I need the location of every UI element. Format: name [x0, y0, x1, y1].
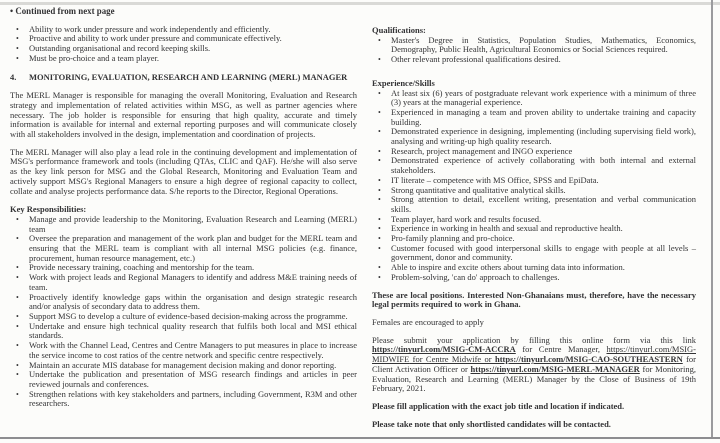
list-item: • Maintain an accurate MIS database for management decision making and donor reporting. — [10, 361, 357, 371]
section-title: MONITORING, EVALUATION, RESEARCH AND LEARNING (MERL) MANAGER — [29, 71, 348, 82]
application-instructions-paragraph — [372, 336, 696, 394]
list-item: • Support MSG to develop a culture of evidence-based decision-making across the programme. — [10, 312, 357, 322]
list-item: • Proactively identify knowledge gaps within the organisation and design strategic research and/or analysis of secondary data to address them. — [10, 293, 357, 312]
bottom-rule — [0, 437, 720, 439]
experience-skills-heading: Experience/Skills — [372, 77, 435, 88]
right-column-rule — [711, 0, 713, 439]
list-item: • Experienced in managing a team and proven ability to undertake training and capacity building. — [372, 108, 696, 127]
section-number: 4. — [10, 71, 17, 82]
list-item: • Strong quantitative and qualitative analytical skills. — [372, 186, 696, 196]
merl-role-paragraph: The MERL Manager will also play a lead role in the continuing development and implementation of MSG's performance framework and tools (including QTAs, CLIC and QAF). He/she will also serve as the key link person for MSG and the Global Research, Monitoring and Evaluation Team and actively support MSG's Regional Managers to ensure a high degree of regional capacity to collect, collate and analyse projects performance data. S/he reports to the Director, Regional Operations. — [10, 146, 357, 196]
list-item: • Undertake the publication and presentation of MSG research findings and articles in peer reviewed journals and conferences. — [10, 370, 357, 389]
intro-bullet-list — [10, 25, 357, 64]
list-item: • Experience in working in health and sexual and reproductive health. — [372, 224, 696, 234]
list-item: • Work with the Channel Lead, Centres and Centre Managers to put measures in place to increase the service income to cost ratios of the centre network and specific centre respectively. — [10, 341, 357, 360]
link-msig-cm-accra[interactable]: https://tinyurl.com/MSIG-CM-ACCRA — [372, 344, 516, 355]
list-item: • Pro-family planning and pro-choice. — [372, 234, 696, 244]
merl-intro-paragraph: The MERL Manager is responsible for managing the overall Monitoring, Evaluation and Research strategy and implementation of related activities within MSG, as well as partner agencies where necessary. The job holder is responsible for ensuring that high quality, accurate and timely information is available for internal and external reporting purposes and will communicate closely with all stakeholders involved in the design, implementation and coordination of projects. — [10, 90, 357, 140]
list-item: • Manage and provide leadership to the Monitoring, Evaluation Research and Learning (MERL) team — [10, 215, 357, 234]
link-msig-cao-southeastern[interactable]: https://tinyurl.com/MSIG-CAO-SOUTHEASTERN — [495, 354, 683, 365]
continued-note: • Continued from next page — [10, 7, 357, 17]
list-item: • Other relevant professional qualifications desired. — [372, 55, 696, 65]
list-item: • Able to inspire and excite others about turning data into information. — [372, 263, 696, 273]
shortlisted-candidates-note: Please take note that only shortlisted candidates will be contacted. — [372, 418, 611, 429]
qualifications-list — [372, 36, 696, 65]
list-item: • Ability to work under pressure and work independently and efficiently. — [10, 25, 357, 35]
local-positions-note: These are local positions. Interested Non-Ghanaians must, therefore, have the necessary legal permits required to work in Ghana. — [372, 289, 696, 310]
exact-job-title-note: Please fill application with the exact job title and location if indicated. — [372, 400, 625, 411]
list-item: • Undertake and ensure high technical quality research that fulfils both local and MSI ethical standards. — [10, 322, 357, 341]
list-item: • At least six (6) years of postgraduate relevant work experience with a minimum of three (3) years at the managerial experience. — [372, 89, 696, 108]
list-item: • Strong attention to detail, excellent writing, presentation and verbal communication skills. — [372, 195, 696, 214]
right-column — [372, 7, 696, 429]
section-heading-merl-manager — [10, 73, 357, 83]
list-item: • Research, project management and INGO experience — [372, 147, 696, 157]
list-item: • Proactive and ability to work under pressure and communicate effectively. — [10, 34, 357, 44]
list-item: • Customer focused with good interpersonal skills to engage with people at all levels – government, donor and community. — [372, 244, 696, 263]
link-msig-merl-manager[interactable]: https://tinyurl.com/MSIG-MERL-MANAGER — [470, 363, 640, 374]
experience-skills-list — [372, 89, 696, 283]
application-text: Please submit your application by filling this online form via this link — [372, 334, 696, 345]
application-text: for Monitoring, Evaluation, Research and Learning (MERL) Manager by the Close of Business of 19th February, 2021. — [372, 363, 696, 394]
key-responsibilities-heading: Key Responsibilities: — [10, 204, 87, 215]
left-column — [10, 7, 357, 429]
list-item: • Strengthen relations with key stakeholders and partners, including Government, R3M and other researchers. — [10, 390, 357, 409]
list-item: • Problem-solving, 'can do' approach to challenges. — [372, 273, 696, 283]
list-item: • Demonstrated experience in designing, implementing (including supervising field work), analysing and writing-up high quality research. — [372, 127, 696, 146]
list-item: • Must be pro-choice and a team player. — [10, 54, 357, 64]
application-text: for Client Activation Officer or — [372, 354, 696, 374]
females-encouraged-note: Females are encouraged to apply — [372, 316, 484, 327]
list-item: • Demonstrated experience of actively collaborating with both internal and external stakeholders. — [372, 156, 696, 175]
list-item: • IT literate – competence with MS Office, SPSS and EpiData. — [372, 176, 696, 186]
key-responsibilities-list — [10, 215, 357, 409]
application-text: for Centre Manager, — [515, 344, 607, 355]
application-text: for Centre Midwife or — [409, 354, 495, 365]
two-column-layout — [10, 7, 696, 429]
list-item: • Oversee the preparation and management of the work plan and budget for the MERL team and ensuring that the MERL team is compliant with all internal MSG policies (e.g. finance, procurement, human resource management, etc.) — [10, 234, 357, 263]
link-msig-midwife[interactable]: https://tinyurl.com/MSIG-MIDWIFE — [372, 344, 696, 365]
list-item: • Outstanding organisational and record keeping skills. — [10, 44, 357, 54]
qualifications-heading: Qualifications: — [372, 25, 426, 35]
list-item: • Team player, hard work and results focused. — [372, 215, 696, 225]
list-item: • Work with project leads and Regional Managers to identify and address M&E training needs of team. — [10, 273, 357, 292]
list-item: • Master's Degree in Statistics, Population Studies, Mathematics, Economics, Demography, Public Health, Agricultural Economics or Social Sciences required. — [372, 36, 696, 55]
top-rule — [0, 2, 720, 5]
list-item: • Provide necessary training, coaching and mentorship for the team. — [10, 263, 357, 273]
